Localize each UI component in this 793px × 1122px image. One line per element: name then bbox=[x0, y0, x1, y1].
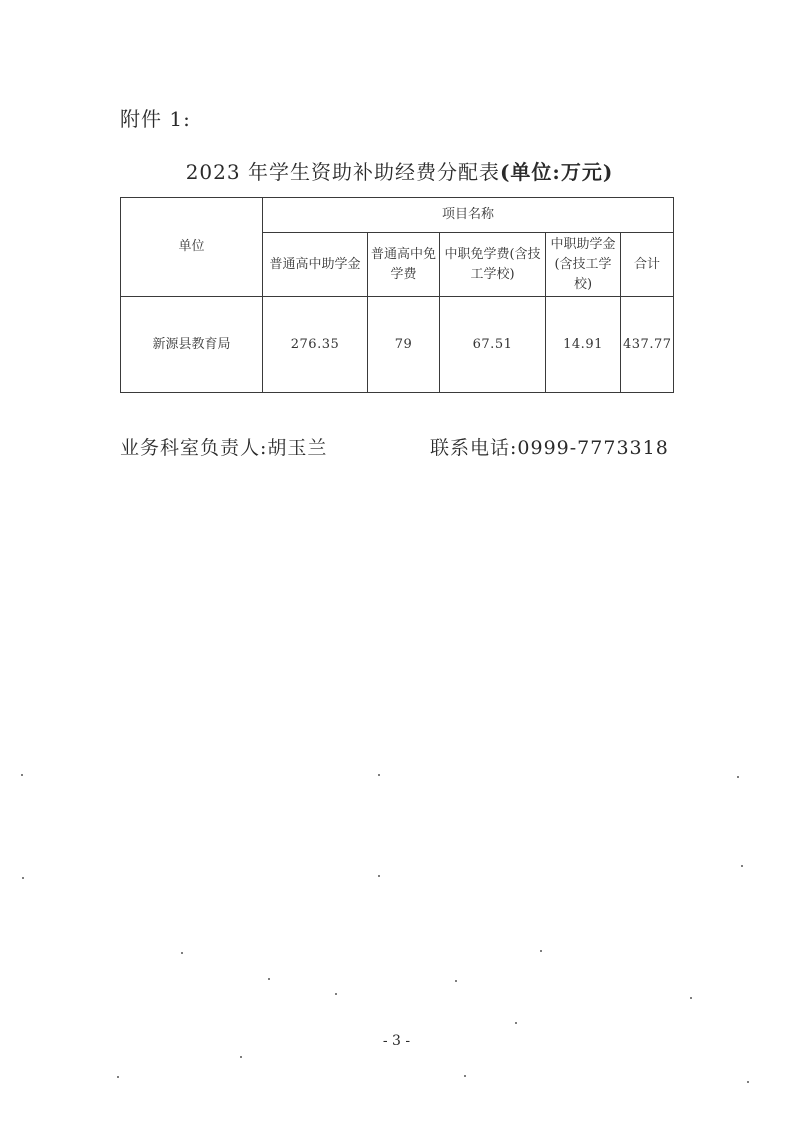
table-row bbox=[121, 297, 674, 393]
scan-speck bbox=[22, 877, 24, 879]
scan-speck bbox=[240, 1056, 242, 1058]
phone-line bbox=[430, 433, 669, 460]
document-title bbox=[0, 156, 793, 185]
scan-speck bbox=[540, 950, 542, 952]
scan-speck bbox=[378, 774, 380, 776]
scan-speck bbox=[268, 978, 270, 980]
scan-speck bbox=[335, 993, 337, 995]
column-header: 合计 bbox=[621, 233, 674, 297]
phone-label: 联系电话: bbox=[430, 437, 518, 459]
title-unit: (单位:万元) bbox=[499, 160, 614, 184]
unit-header: 单位 bbox=[121, 198, 263, 297]
cell-value: 67.51 bbox=[440, 297, 546, 393]
scan-speck bbox=[181, 952, 183, 954]
scan-speck bbox=[737, 776, 739, 778]
column-header: 普通高中免学费 bbox=[368, 233, 440, 297]
cell-value: 276.35 bbox=[263, 297, 368, 393]
responsible-name: 胡玉兰 bbox=[267, 437, 328, 459]
responsible-label: 业务科室负责人: bbox=[120, 437, 268, 459]
cell-value: 437.77 bbox=[621, 297, 674, 393]
attachment-label: 附件 1: bbox=[120, 107, 191, 131]
column-header: 中职助学金(含技工学校) bbox=[546, 233, 621, 297]
scan-speck bbox=[515, 1022, 517, 1024]
scan-speck bbox=[690, 997, 692, 999]
row-unit: 新源县教育局 bbox=[121, 297, 263, 393]
scan-speck bbox=[117, 1076, 119, 1078]
scan-speck bbox=[455, 980, 457, 982]
title-text: 2023 年学生资助补助经费分配表 bbox=[185, 160, 500, 184]
column-header: 中职免学费(含技工学校) bbox=[440, 233, 546, 297]
responsible-line bbox=[120, 433, 327, 460]
header-row-1 bbox=[121, 198, 674, 233]
group-header: 项目名称 bbox=[263, 198, 674, 233]
page-number: - 3 - bbox=[382, 1033, 411, 1049]
scan-speck bbox=[21, 774, 23, 776]
cell-value: 79 bbox=[368, 297, 440, 393]
scan-speck bbox=[378, 875, 380, 877]
scan-speck bbox=[747, 1081, 749, 1083]
cell-value: 14.91 bbox=[546, 297, 621, 393]
scan-speck bbox=[741, 865, 743, 867]
column-header: 普通高中助学金 bbox=[263, 233, 368, 297]
allocation-table bbox=[120, 197, 674, 393]
phone-number: 0999-7773318 bbox=[517, 437, 669, 459]
scan-speck bbox=[464, 1075, 466, 1077]
